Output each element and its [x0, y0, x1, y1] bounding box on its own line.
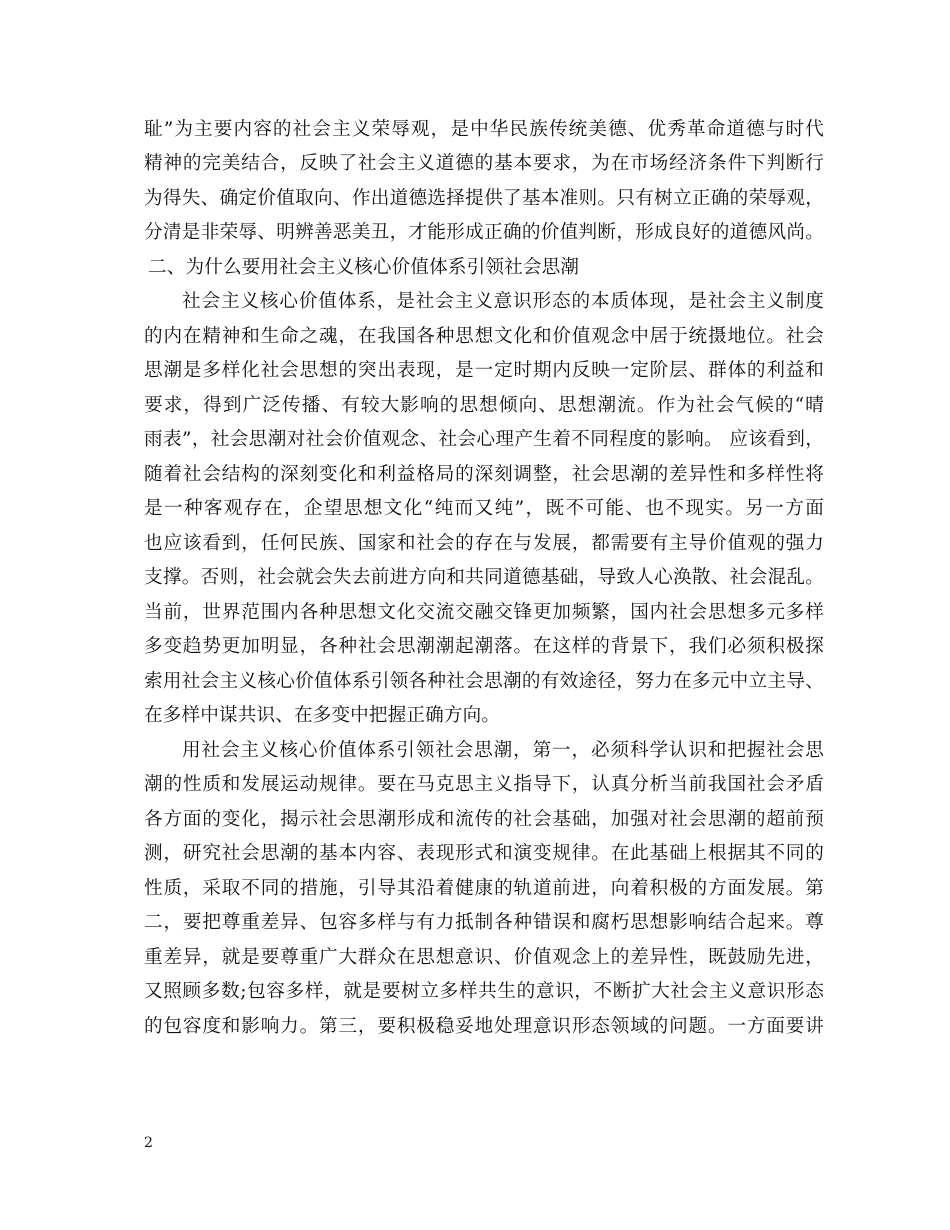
- text-line: 用社会主义核心价值体系引领社会思潮，第一，必须科学认识和把握社会思: [182, 740, 824, 761]
- text-line: 各方面的变化，揭示社会思潮形成和流传的社会基础，加强对社会思潮的超前预: [144, 809, 824, 830]
- text-line: 索用社会主义核心价值体系引领各种社会思潮的有效途径，努力在多元中立主导、: [144, 671, 824, 692]
- text-line: 社会主义核心价值体系，是社会主义意识形态的本质体现，是社会主义制度: [182, 291, 824, 312]
- text-line: 是一种客观存在，企望思想文化“纯而又纯”，既不可能、也不现实。另一方面: [144, 498, 824, 519]
- text-line: 多变趋势更加明显，各种社会思潮潮起潮落。在这样的背景下，我们必须积极探: [144, 636, 824, 657]
- text-line: 雨表”，社会思潮对社会价值观念、社会心理产生着不同程度的影响。 应该看到，: [144, 429, 824, 450]
- text-line: 分清是非荣辱、明辨善恶美丑，才能形成正确的价值判断，形成良好的道德风尚。: [144, 222, 824, 243]
- text-line: 在多样中谋共识、在多变中把握正确方向。: [144, 705, 501, 726]
- text-line: 测，研究社会思潮的基本内容、表现形式和演变规律。在此基础上根据其不同的: [144, 843, 824, 864]
- text-line: 重差异，就是要尊重广大群众在思想意识、价值观念上的差异性，既鼓励先进，: [144, 947, 824, 968]
- text-line: 支撑。否则，社会就会失去前进方向和共同道德基础，导致人心涣散、社会混乱。: [144, 567, 824, 588]
- text-line: 当前，世界范围内各种思想文化交流交融交锋更加频繁，国内社会思想多元多样: [144, 602, 824, 623]
- text-line: 二，要把尊重差异、包容多样与有力抵制各种错误和腐朽思想影响结合起来。尊: [144, 912, 824, 933]
- text-line: 潮的性质和发展运动规律。要在马克思主义指导下，认真分析当前我国社会矛盾: [144, 774, 824, 795]
- text-line: 的内在精神和生命之魂，在我国各种思想文化和价值观念中居于统摄地位。社会: [144, 326, 824, 347]
- text-line: 随着社会结构的深刻变化和利益格局的深刻调整，社会思潮的差异性和多样性将: [144, 464, 824, 485]
- text-line: 要求，得到广泛传播、有较大影响的思想倾向、思想潮流。作为社会气候的“晴: [144, 395, 824, 416]
- page-number: 2: [144, 1135, 153, 1151]
- text-line: 思潮是多样化社会思想的突出表现，是一定时期内反映一定阶层、群体的利益和: [144, 360, 824, 381]
- text-line: 也应该看到，任何民族、国家和社会的存在与发展，都需要有主导价值观的强力: [144, 533, 824, 554]
- text-line: 为得失、确定价值取向、作出道德选择提供了基本准则。只有树立正确的荣辱观，: [144, 188, 824, 209]
- text-line: 性质，采取不同的措施，引导其沿着健康的轨道前进，向着积极的方面发展。第: [144, 878, 824, 899]
- text-line: 耻”为主要内容的社会主义荣辱观，是中华民族传统美德、优秀革命道德与时代: [144, 119, 824, 140]
- text-line: 又照顾多数;包容多样，就是要树立多样共生的意识，不断扩大社会主义意识形态: [144, 981, 824, 1002]
- text-line: 的包容度和影响力。第三，要积极稳妥地处理意识形态领域的问题。一方面要讲: [144, 1016, 824, 1037]
- text-line: 精神的完美结合，反映了社会主义道德的基本要求，为在市场经济条件下判断行: [144, 153, 824, 174]
- section-heading: 二、为什么要用社会主义核心价值体系引领社会思潮: [148, 257, 580, 278]
